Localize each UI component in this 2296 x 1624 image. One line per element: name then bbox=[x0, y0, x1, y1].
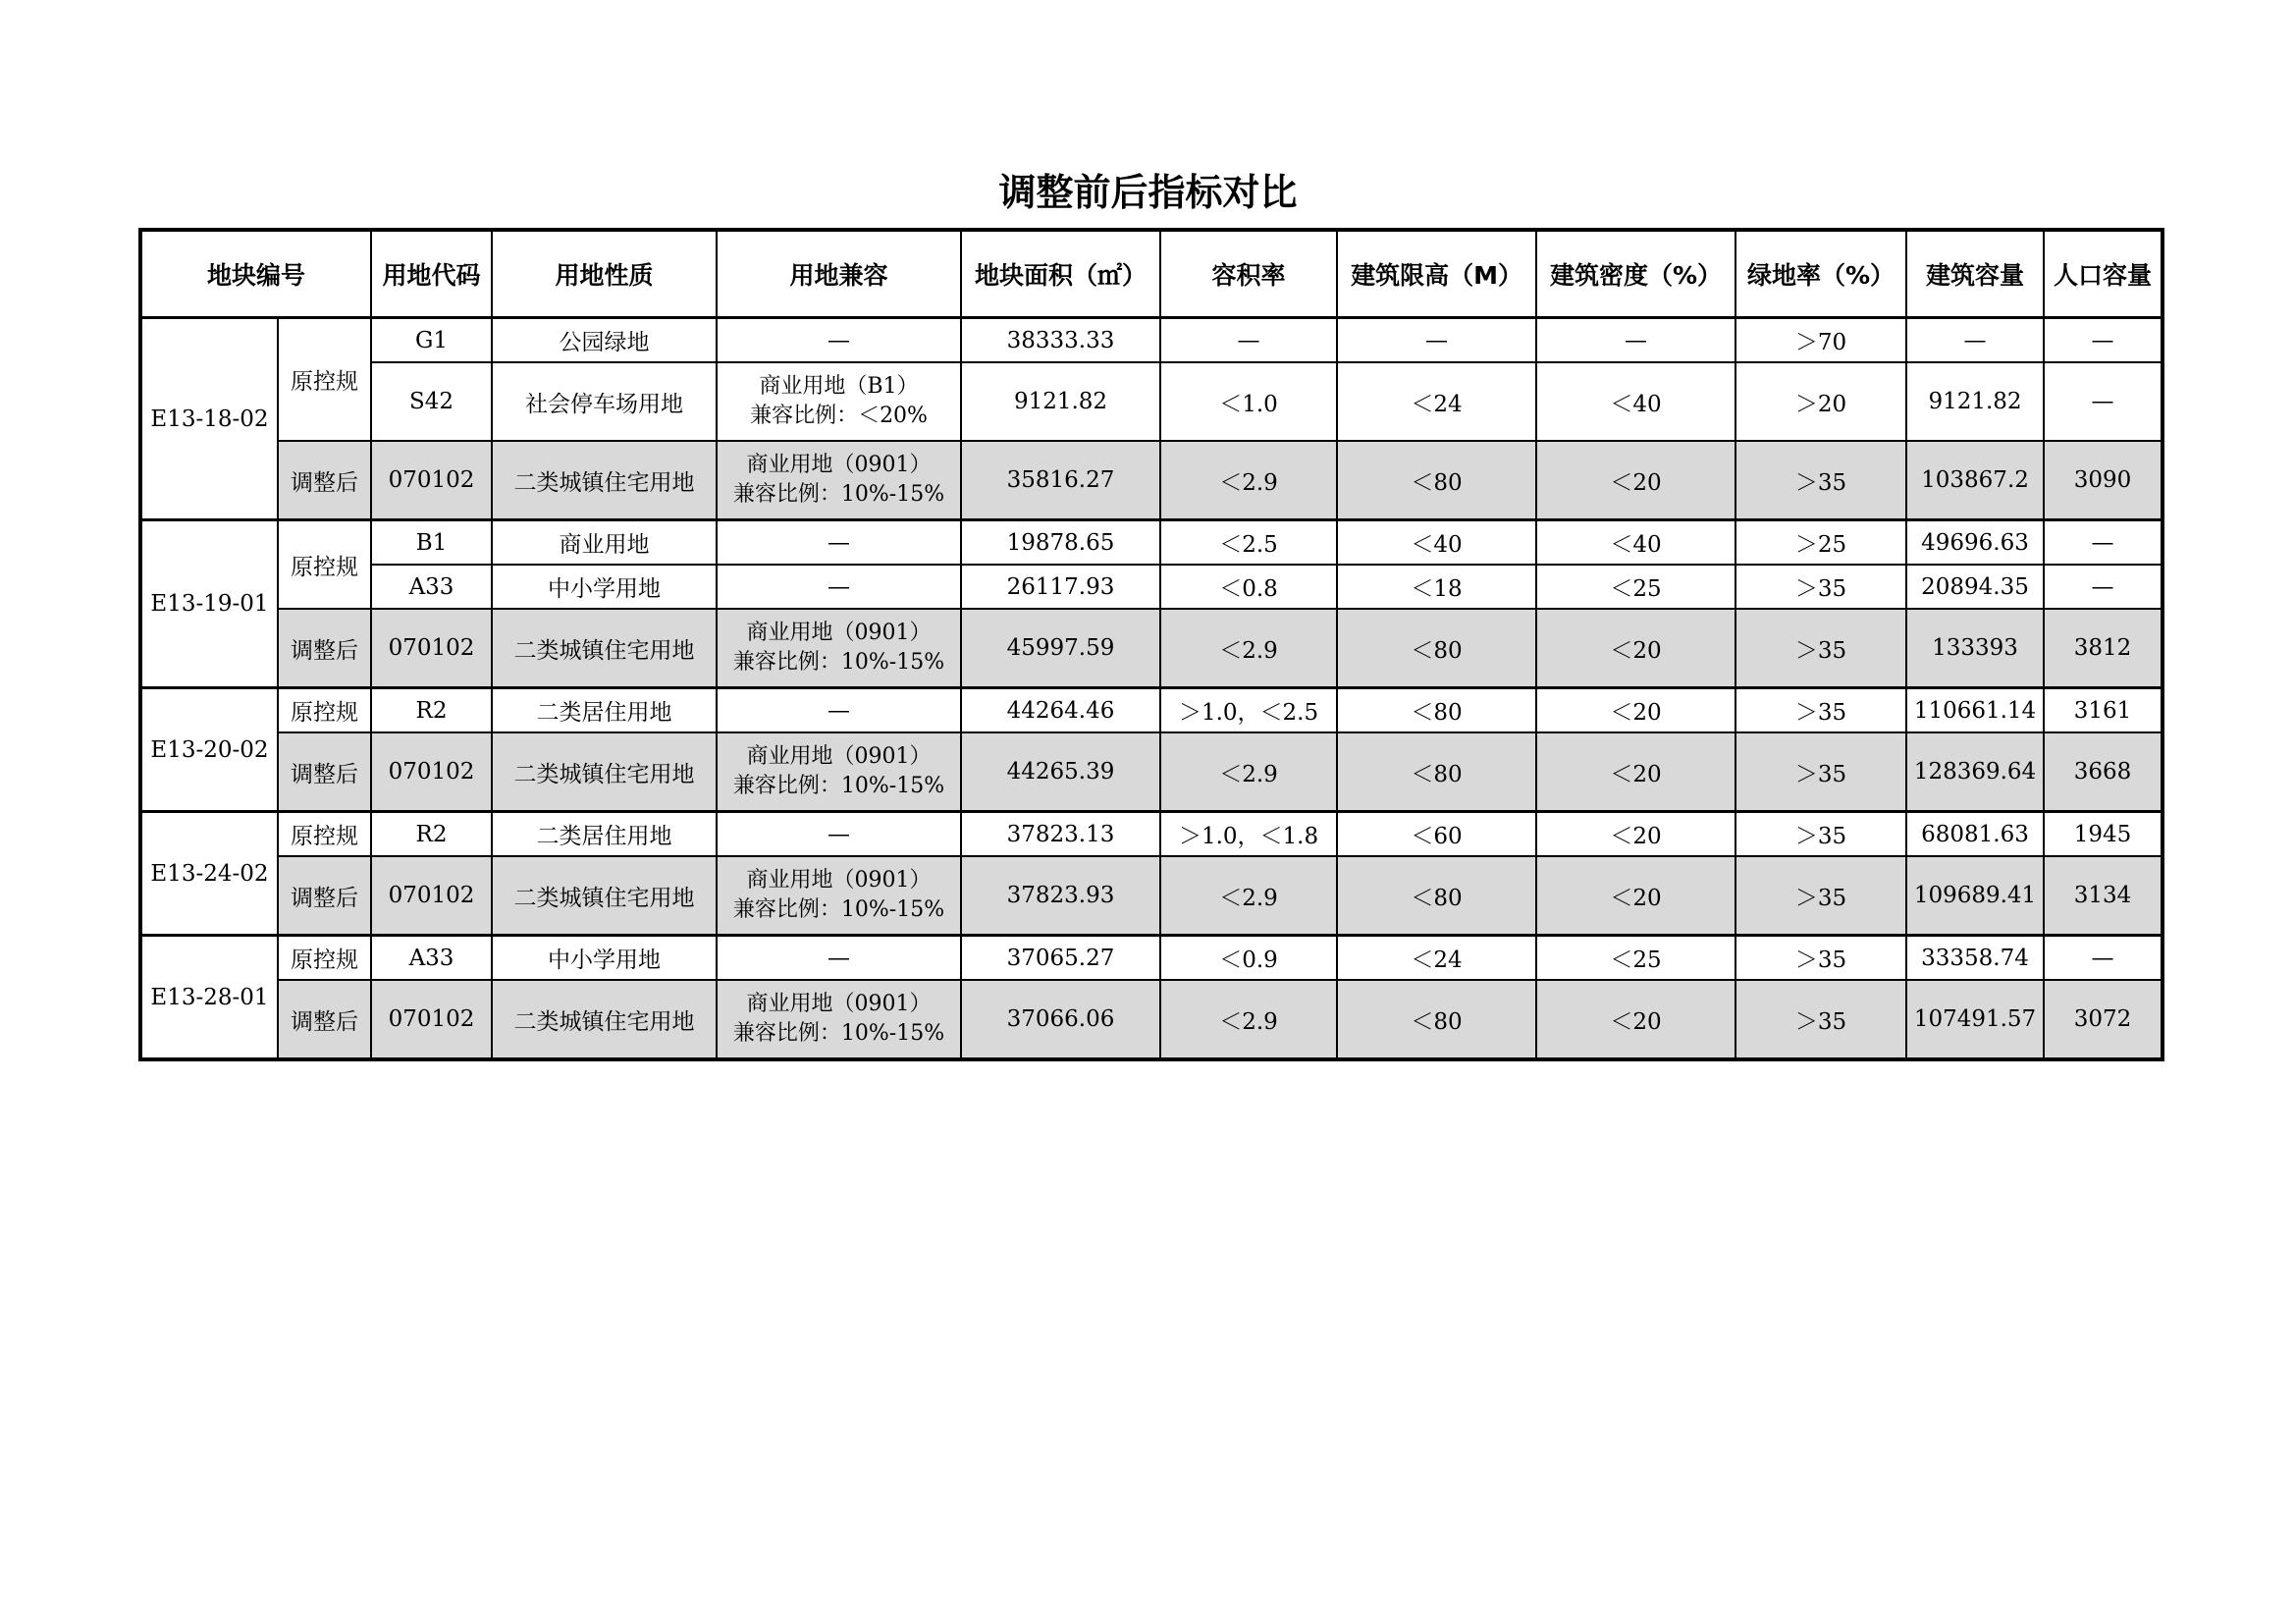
cell-compat: — bbox=[717, 520, 961, 566]
cell-green: ＞20 bbox=[1735, 362, 1906, 441]
compat-type: 商业用地（B1） bbox=[759, 374, 919, 399]
header-far: 容积率 bbox=[1160, 230, 1337, 318]
cell-nature: 二类城镇住宅用地 bbox=[492, 441, 717, 520]
block-id: E13-18-02 bbox=[140, 318, 278, 520]
cell-density: ＜20 bbox=[1536, 856, 1735, 936]
cell-density: ＜40 bbox=[1536, 362, 1735, 441]
compat-ratio: 兼容比例：10%-15% bbox=[732, 774, 945, 798]
cell-green: ＞35 bbox=[1735, 441, 1906, 520]
cell-far: ＜0.8 bbox=[1160, 565, 1337, 609]
cell-population: — bbox=[2044, 520, 2163, 566]
cell-population: 3812 bbox=[2044, 609, 2163, 688]
cell-height: ＜80 bbox=[1337, 980, 1536, 1059]
cell-nature: 二类居住用地 bbox=[492, 688, 717, 733]
cell-code: A33 bbox=[371, 936, 492, 981]
cell-far: ＜2.9 bbox=[1160, 609, 1337, 688]
cell-density: ＜25 bbox=[1536, 936, 1735, 981]
header-block: 地块编号 bbox=[140, 230, 371, 318]
compat-type: 商业用地（0901） bbox=[746, 621, 932, 645]
adjusted-label: 调整后 bbox=[278, 856, 371, 936]
table-row bbox=[140, 362, 2163, 441]
cell-nature: 中小学用地 bbox=[492, 565, 717, 609]
block-id: E13-24-02 bbox=[140, 812, 278, 936]
cell-population: 3668 bbox=[2044, 732, 2163, 812]
table-row bbox=[140, 609, 2163, 688]
cell-capacity: 107491.57 bbox=[1906, 980, 2044, 1059]
cell-capacity: 109689.41 bbox=[1906, 856, 2044, 936]
cell-density: — bbox=[1536, 318, 1735, 363]
cell-compat bbox=[717, 362, 961, 441]
table-row bbox=[140, 520, 2163, 566]
cell-capacity: 128369.64 bbox=[1906, 732, 2044, 812]
table-row bbox=[140, 856, 2163, 936]
cell-height: ＜24 bbox=[1337, 936, 1536, 981]
cell-density: ＜40 bbox=[1536, 520, 1735, 566]
cell-height: ＜80 bbox=[1337, 441, 1536, 520]
cell-green: ＞25 bbox=[1735, 520, 1906, 566]
table-row bbox=[140, 980, 2163, 1059]
cell-compat: — bbox=[717, 688, 961, 733]
original-label: 原控规 bbox=[278, 688, 371, 733]
cell-far: — bbox=[1160, 318, 1337, 363]
cell-density: ＜20 bbox=[1536, 812, 1735, 857]
cell-compat: — bbox=[717, 565, 961, 609]
cell-far: ＜2.9 bbox=[1160, 732, 1337, 812]
cell-green: ＞35 bbox=[1735, 980, 1906, 1059]
cell-far: ＜0.9 bbox=[1160, 936, 1337, 981]
cell-nature: 公园绿地 bbox=[492, 318, 717, 363]
cell-code: R2 bbox=[371, 688, 492, 733]
adjusted-label: 调整后 bbox=[278, 441, 371, 520]
header-area: 地块面积（㎡） bbox=[961, 230, 1160, 318]
cell-far: ＞1.0，＜1.8 bbox=[1160, 812, 1337, 857]
cell-code: 070102 bbox=[371, 980, 492, 1059]
cell-capacity: 68081.63 bbox=[1906, 812, 2044, 857]
table-row bbox=[140, 812, 2163, 857]
cell-far: ＞1.0，＜2.5 bbox=[1160, 688, 1337, 733]
cell-density: ＜25 bbox=[1536, 565, 1735, 609]
cell-area: 37823.93 bbox=[961, 856, 1160, 936]
cell-population: 3072 bbox=[2044, 980, 2163, 1059]
cell-population: 3090 bbox=[2044, 441, 2163, 520]
header-compat: 用地兼容 bbox=[717, 230, 961, 318]
cell-height: ＜80 bbox=[1337, 688, 1536, 733]
table-row bbox=[140, 441, 2163, 520]
compat-type: 商业用地（0901） bbox=[746, 453, 932, 477]
cell-compat: — bbox=[717, 936, 961, 981]
cell-density: ＜20 bbox=[1536, 980, 1735, 1059]
cell-population: — bbox=[2044, 318, 2163, 363]
compat-type: 商业用地（0901） bbox=[746, 868, 932, 893]
cell-density: ＜20 bbox=[1536, 732, 1735, 812]
cell-area: 37066.06 bbox=[961, 980, 1160, 1059]
block-id: E13-28-01 bbox=[140, 936, 278, 1060]
cell-code: 070102 bbox=[371, 856, 492, 936]
cell-area: 38333.33 bbox=[961, 318, 1160, 363]
cell-height: ＜24 bbox=[1337, 362, 1536, 441]
cell-far: ＜2.9 bbox=[1160, 441, 1337, 520]
cell-compat bbox=[717, 441, 961, 520]
cell-area: 44265.39 bbox=[961, 732, 1160, 812]
cell-code: S42 bbox=[371, 362, 492, 441]
cell-code: 070102 bbox=[371, 732, 492, 812]
cell-area: 35816.27 bbox=[961, 441, 1160, 520]
cell-capacity: 20894.35 bbox=[1906, 565, 2044, 609]
cell-code: 070102 bbox=[371, 609, 492, 688]
cell-capacity: 49696.63 bbox=[1906, 520, 2044, 566]
cell-height: ＜40 bbox=[1337, 520, 1536, 566]
cell-nature: 二类城镇住宅用地 bbox=[492, 856, 717, 936]
adjusted-label: 调整后 bbox=[278, 980, 371, 1059]
page-title: 调整前后指标对比 bbox=[998, 171, 1298, 214]
cell-height: ＜18 bbox=[1337, 565, 1536, 609]
cell-code: A33 bbox=[371, 565, 492, 609]
compat-ratio: 兼容比例：＜20% bbox=[750, 404, 928, 428]
cell-height: ＜80 bbox=[1337, 732, 1536, 812]
cell-compat: — bbox=[717, 318, 961, 363]
cell-area: 9121.82 bbox=[961, 362, 1160, 441]
header-nature: 用地性质 bbox=[492, 230, 717, 318]
cell-area: 37065.27 bbox=[961, 936, 1160, 981]
cell-compat: — bbox=[717, 812, 961, 857]
cell-area: 45997.59 bbox=[961, 609, 1160, 688]
table-row bbox=[140, 688, 2163, 733]
header-height: 建筑限高（M） bbox=[1337, 230, 1536, 318]
cell-code: B1 bbox=[371, 520, 492, 566]
header-population: 人口容量 bbox=[2044, 230, 2163, 318]
cell-height: ＜80 bbox=[1337, 856, 1536, 936]
cell-compat bbox=[717, 980, 961, 1059]
cell-compat bbox=[717, 609, 961, 688]
cell-height: ＜80 bbox=[1337, 609, 1536, 688]
table-row bbox=[140, 732, 2163, 812]
compat-ratio: 兼容比例：10%-15% bbox=[732, 482, 945, 507]
cell-code: R2 bbox=[371, 812, 492, 857]
header-capacity: 建筑容量 bbox=[1906, 230, 2044, 318]
adjusted-label: 调整后 bbox=[278, 732, 371, 812]
original-label: 原控规 bbox=[278, 936, 371, 981]
cell-far: ＜2.9 bbox=[1160, 856, 1337, 936]
cell-green: ＞35 bbox=[1735, 936, 1906, 981]
cell-green: ＞35 bbox=[1735, 856, 1906, 936]
cell-capacity: — bbox=[1906, 318, 2044, 363]
cell-nature: 二类城镇住宅用地 bbox=[492, 609, 717, 688]
cell-green: ＞35 bbox=[1735, 688, 1906, 733]
cell-green: ＞35 bbox=[1735, 812, 1906, 857]
cell-nature: 商业用地 bbox=[492, 520, 717, 566]
cell-height: — bbox=[1337, 318, 1536, 363]
cell-far: ＜1.0 bbox=[1160, 362, 1337, 441]
cell-code: 070102 bbox=[371, 441, 492, 520]
cell-capacity: 133393 bbox=[1906, 609, 2044, 688]
table-body bbox=[140, 318, 2163, 1060]
table-row bbox=[140, 565, 2163, 609]
cell-capacity: 33358.74 bbox=[1906, 936, 2044, 981]
cell-area: 26117.93 bbox=[961, 565, 1160, 609]
header-green: 绿地率（%） bbox=[1735, 230, 1906, 318]
adjusted-label: 调整后 bbox=[278, 609, 371, 688]
original-label: 原控规 bbox=[278, 318, 371, 442]
cell-nature: 二类城镇住宅用地 bbox=[492, 732, 717, 812]
cell-capacity: 103867.2 bbox=[1906, 441, 2044, 520]
comparison-table bbox=[138, 228, 2164, 1061]
cell-code: G1 bbox=[371, 318, 492, 363]
cell-population: — bbox=[2044, 362, 2163, 441]
cell-population: — bbox=[2044, 565, 2163, 609]
cell-population: — bbox=[2044, 936, 2163, 981]
cell-population: 1945 bbox=[2044, 812, 2163, 857]
header-density: 建筑密度（%） bbox=[1536, 230, 1735, 318]
cell-green: ＞35 bbox=[1735, 609, 1906, 688]
cell-far: ＜2.5 bbox=[1160, 520, 1337, 566]
original-label: 原控规 bbox=[278, 520, 371, 610]
cell-density: ＜20 bbox=[1536, 688, 1735, 733]
cell-far: ＜2.9 bbox=[1160, 980, 1337, 1059]
block-id: E13-19-01 bbox=[140, 520, 278, 688]
cell-density: ＜20 bbox=[1536, 609, 1735, 688]
compat-ratio: 兼容比例：10%-15% bbox=[732, 1021, 945, 1046]
table-row bbox=[140, 318, 2163, 363]
original-label: 原控规 bbox=[278, 812, 371, 857]
cell-nature: 中小学用地 bbox=[492, 936, 717, 981]
table-row bbox=[140, 936, 2163, 981]
cell-compat bbox=[717, 732, 961, 812]
cell-height: ＜60 bbox=[1337, 812, 1536, 857]
header-code: 用地代码 bbox=[371, 230, 492, 318]
compat-ratio: 兼容比例：10%-15% bbox=[732, 650, 945, 675]
cell-capacity: 9121.82 bbox=[1906, 362, 2044, 441]
cell-area: 19878.65 bbox=[961, 520, 1160, 566]
cell-area: 37823.13 bbox=[961, 812, 1160, 857]
cell-area: 44264.46 bbox=[961, 688, 1160, 733]
cell-green: ＞70 bbox=[1735, 318, 1906, 363]
cell-green: ＞35 bbox=[1735, 732, 1906, 812]
cell-population: 3134 bbox=[2044, 856, 2163, 936]
cell-compat bbox=[717, 856, 961, 936]
header-row bbox=[140, 230, 2163, 318]
cell-nature: 社会停车场用地 bbox=[492, 362, 717, 441]
cell-nature: 二类居住用地 bbox=[492, 812, 717, 857]
compat-ratio: 兼容比例：10%-15% bbox=[732, 897, 945, 922]
cell-green: ＞35 bbox=[1735, 565, 1906, 609]
compat-type: 商业用地（0901） bbox=[746, 992, 932, 1016]
cell-density: ＜20 bbox=[1536, 441, 1735, 520]
compat-type: 商业用地（0901） bbox=[746, 744, 932, 769]
cell-nature: 二类城镇住宅用地 bbox=[492, 980, 717, 1059]
block-id: E13-20-02 bbox=[140, 688, 278, 812]
cell-capacity: 110661.14 bbox=[1906, 688, 2044, 733]
cell-population: 3161 bbox=[2044, 688, 2163, 733]
